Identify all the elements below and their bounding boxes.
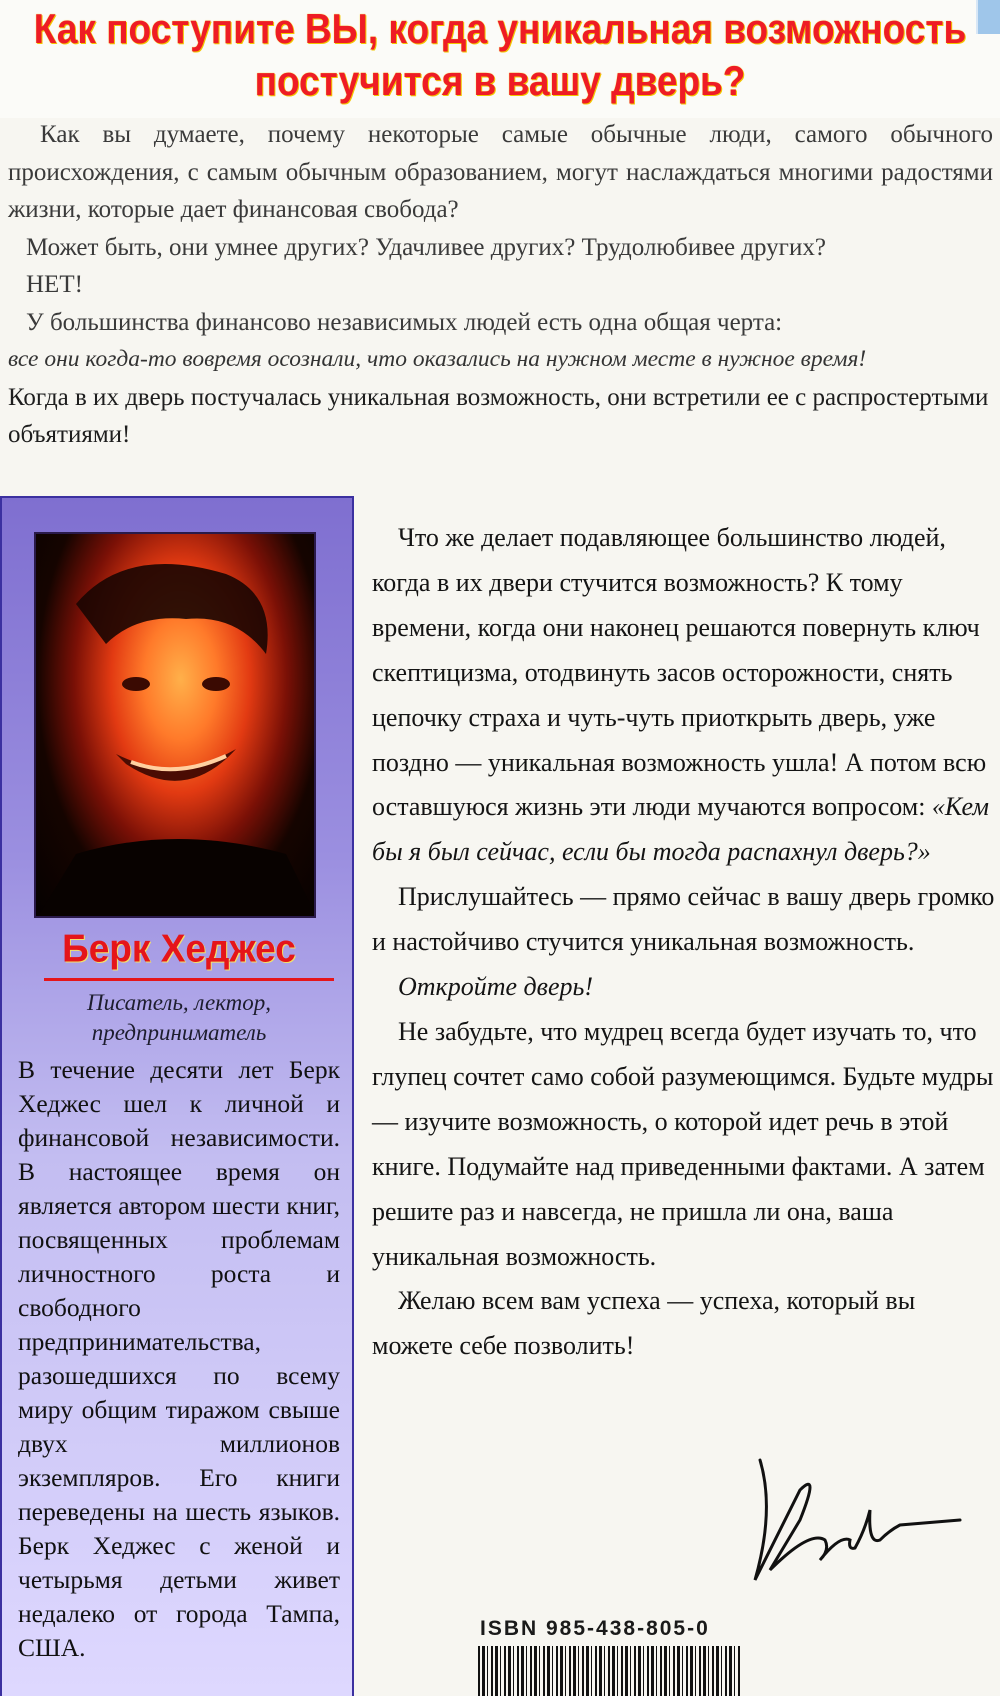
author-signature: [730, 1450, 970, 1595]
isbn-label: ISBN 985-438-805-0: [480, 1617, 710, 1640]
intro-paragraph-2a: Может быть, они умнее других? Удачливее других? Трудолюбивее других?: [26, 233, 826, 261]
author-title-line-1: Писатель, лектор,: [86, 990, 272, 1015]
intro-text: [8, 116, 993, 454]
headline-line-2: постучится в вашу дверь?: [254, 58, 746, 104]
author-photo: [34, 532, 316, 918]
main-paragraph-1-quote: «Кем бы я был сейчас, если бы тогда распахнул дверь?»: [372, 792, 990, 867]
intro-paragraph-1: Как вы думаете, почему некоторые самые обычные люди, самого обычного происхождения, с самым обычным образованием, могут наслаждаться многими радостями жизни, которые дает финансовая свобода?: [8, 121, 993, 223]
name-underline: [44, 978, 334, 981]
corner-mark: [976, 0, 1000, 34]
author-portrait-image: [36, 534, 316, 918]
author-panel: [0, 496, 354, 1696]
main-paragraph-5: Желаю всем вам успеха — успеха, который вы можете себе позволить!: [372, 1286, 916, 1361]
intro-paragraph-3: У большинства финансово независимых людей есть одна общая черта:: [26, 308, 783, 336]
main-paragraph-1: [372, 516, 998, 875]
barcode: [478, 1646, 740, 1696]
intro-paragraph-2b: НЕТ!: [26, 271, 83, 298]
main-paragraph-4: Не забудьте, что мудрец всегда будет изучать то, что глупец сочтет само собой разумеющимся. Будьте мудры — изучите возможность, о которой идет речь в этой книге. Подумайте над приведенными фактами. А затем решите раз и навсегда, не пришла ли она, ваша уникальная возможность.: [372, 1016, 994, 1271]
main-text: [372, 516, 998, 1369]
intro-paragraph-4: Когда в их дверь постучалась уникальная возможность, они встретили ее с распростертыми объятиями!: [8, 383, 989, 448]
main-paragraph-2: Прислушайтесь — прямо сейчас в вашу дверь громко и настойчиво стучится уникальная возможность.: [372, 882, 995, 957]
author-title-line-2: предприниматель: [91, 1020, 267, 1045]
intro-italic-line: все они когда-то вовремя осознали, что оказались на нужном месте в нужное время!: [8, 346, 867, 372]
main-paragraph-3: Откройте дверь!: [398, 972, 593, 1002]
author-title: [2, 988, 356, 1048]
author-bio: В течение десяти лет Берк Хеджес шел к личной и финансовой независимости. В настоящее время он является автором шести книг, посвященных проблемам личностного роста и свободного предпринимательства, разошедшихся по всему миру общим тиражом свыше двух миллионов экземпляров. Его книги переведены на шесть языков. Берк Хеджес с женой и четырьмя детьми живет недалеко от города Тампа, США.: [18, 1055, 340, 1662]
main-paragraph-1-text: Что же делает подавляющее большинство людей, когда в их двери стучится возможность? К тому времени, когда они наконец решаются повернуть ключ скептицизма, отодвинуть засов осторожности, снять цепочку страха и чуть-чуть приоткрыть дверь, уже поздно — уникальная возможность ушла! А потом всю оставшуюся жизнь эти люди мучаются вопросом:: [372, 523, 987, 822]
author-name: Берк Хеджес: [62, 926, 296, 970]
headline-block: [0, 0, 1000, 118]
headline-line-1: Как поступите ВЫ, когда уникальная возможность: [33, 6, 967, 52]
